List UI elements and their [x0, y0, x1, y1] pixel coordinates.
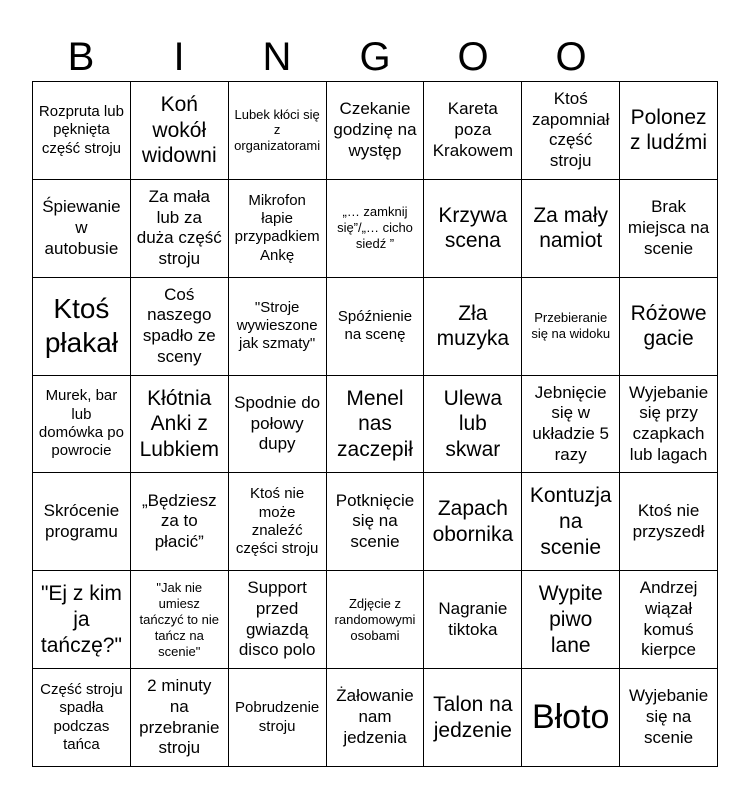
cell-text: Polonez z ludźmi — [630, 105, 708, 155]
cell-text: "Ej z kim ja tańczę?" — [40, 582, 122, 657]
cell-text: Zła muzyka — [436, 301, 510, 351]
bingo-cell[interactable] — [327, 278, 425, 376]
bingo-cell[interactable] — [229, 82, 327, 180]
header-letter-n: N — [262, 35, 292, 79]
bingo-cell[interactable] — [327, 473, 425, 571]
cell-text: Wyjebanie się przy czapkach lub lagach — [628, 382, 709, 464]
bingo-cell[interactable] — [131, 571, 229, 669]
cell-text: Spodnie do połowy dupy — [234, 392, 321, 454]
cell-text: "Stroje wywieszone jak szmaty" — [236, 298, 318, 353]
cell-text: Różowe gacie — [630, 301, 707, 351]
cell-text: 2 minuty na przebranie stroju — [139, 676, 220, 758]
cell-text: Pobrudzenie stroju — [235, 699, 320, 735]
cell-text: Ktoś płakał — [44, 292, 118, 359]
bingo-cell[interactable] — [620, 278, 718, 376]
cell-text: Za mała lub za duża część stroju — [136, 186, 222, 268]
bingo-cell[interactable] — [229, 669, 327, 767]
bingo-cell[interactable] — [620, 571, 718, 669]
bingo-cell[interactable] — [522, 669, 620, 767]
cell-text: Brak miejsca na scenie — [627, 197, 710, 258]
bingo-cell[interactable] — [33, 376, 131, 474]
bingo-cell[interactable] — [327, 180, 425, 278]
cell-text: Rozpruta lub pęknięta część stroju — [38, 102, 124, 157]
cell-text: Zapach obornika — [432, 497, 514, 546]
cell-text: Andrzej wiązał komuś kierpce — [639, 578, 698, 660]
bingo-cell[interactable] — [620, 82, 718, 180]
bingo-cell[interactable] — [131, 669, 229, 767]
bingo-cell[interactable] — [424, 180, 522, 278]
bingo-cell[interactable] — [522, 278, 620, 376]
cell-text: Mikrofon łapie przypadkiem Ankę — [234, 191, 320, 264]
cell-text: Część stroju spadła podczas tańca — [40, 680, 123, 753]
bingo-cell[interactable] — [522, 571, 620, 669]
bingo-cell[interactable] — [424, 376, 522, 474]
bingo-header — [32, 34, 718, 80]
cell-text: Skrócenie programu — [43, 501, 120, 541]
bingo-grid — [32, 81, 718, 767]
bingo-cell[interactable] — [229, 180, 327, 278]
cell-text: Za mały namiot — [533, 203, 609, 253]
cell-text: Wyjebanie się na scenie — [628, 686, 709, 747]
bingo-cell[interactable] — [620, 376, 718, 474]
cell-text: Krzywa scena — [438, 203, 508, 253]
cell-text: Murek, bar lub domówka po powrocie — [38, 387, 124, 460]
cell-text: Kłótnia Anki z Lubkiem — [139, 386, 219, 461]
bingo-cell[interactable] — [424, 669, 522, 767]
cell-text: Nagranie tiktoka — [438, 598, 508, 639]
bingo-cell[interactable] — [229, 571, 327, 669]
bingo-cell[interactable] — [33, 571, 131, 669]
bingo-cell[interactable] — [131, 376, 229, 474]
header-letter-b: B — [67, 35, 95, 79]
bingo-cell[interactable] — [131, 180, 229, 278]
bingo-cell[interactable] — [131, 278, 229, 376]
bingo-cell[interactable] — [327, 669, 425, 767]
bingo-cell[interactable] — [229, 278, 327, 376]
bingo-cell[interactable] — [327, 376, 425, 474]
bingo-cell[interactable] — [33, 669, 131, 767]
cell-text: Potknięcie się na scenie — [335, 490, 415, 552]
bingo-cell[interactable] — [522, 473, 620, 571]
bingo-cell[interactable] — [522, 180, 620, 278]
cell-text: Czekanie godzinę na występ — [333, 99, 417, 160]
cell-text: Kontuzja na scenie — [529, 484, 612, 559]
cell-text: Ktoś nie może znaleźć części stroju — [235, 485, 319, 558]
cell-text: Jebnięcie się w układzie 5 razy — [532, 382, 609, 464]
bingo-cell[interactable] — [424, 82, 522, 180]
cell-text: Ktoś nie przyszedł — [632, 501, 705, 541]
cell-text: "Jak nie umiesz tańczyć to nie tańcz na scenie" — [139, 580, 220, 659]
cell-text: „… zamknij się”/„… cicho siedź ” — [337, 204, 413, 252]
cell-text: „Będziesz za to płacić” — [141, 490, 217, 552]
bingo-cell[interactable] — [33, 278, 131, 376]
header-letter-i: I — [173, 35, 185, 79]
cell-text: Przebieranie się na widoku — [531, 310, 611, 342]
bingo-cell[interactable] — [522, 376, 620, 474]
bingo-cell[interactable] — [229, 376, 327, 474]
cell-text: Ktoś zapomniał część stroju — [531, 88, 610, 171]
cell-text: Kareta poza Krakowem — [432, 99, 513, 160]
bingo-cell[interactable] — [327, 571, 425, 669]
header-letter-g: G — [359, 35, 391, 79]
cell-text: Żałowanie nam jedzenia — [336, 686, 414, 747]
cell-text: Błoto — [531, 697, 610, 736]
cell-text: Lubek kłóci się z organizatorami — [234, 106, 321, 154]
bingo-cell[interactable] — [620, 669, 718, 767]
cell-text: Wypite piwo lane — [538, 582, 603, 657]
bingo-cell[interactable] — [424, 278, 522, 376]
bingo-cell[interactable] — [424, 571, 522, 669]
cell-text: Menel nas zaczepił — [337, 386, 413, 461]
bingo-cell[interactable] — [33, 180, 131, 278]
header-letter-o: O — [457, 35, 489, 79]
bingo-cell[interactable] — [424, 473, 522, 571]
bingo-cell[interactable] — [131, 473, 229, 571]
bingo-cell[interactable] — [327, 82, 425, 180]
bingo-cell[interactable] — [33, 82, 131, 180]
cell-text: Ulewa lub skwar — [443, 386, 503, 461]
cell-text: Śpiewanie w autobusie — [42, 197, 121, 258]
cell-text: Talon na jedzenie — [433, 692, 513, 742]
header-letter-o-2: O — [555, 35, 587, 79]
bingo-cell[interactable] — [620, 180, 718, 278]
bingo-cell[interactable] — [522, 82, 620, 180]
bingo-cell[interactable] — [33, 473, 131, 571]
cell-text: Support przed gwiazdą disco polo — [238, 578, 316, 660]
bingo-cell[interactable] — [229, 473, 327, 571]
bingo-cell[interactable] — [131, 82, 229, 180]
cell-text: Coś naszego spadło ze sceny — [142, 284, 216, 366]
bingo-cell[interactable] — [620, 473, 718, 571]
cell-text: Zdjęcie z randomowymi osobami — [334, 595, 416, 643]
cell-text: Koń wokół widowni — [141, 93, 217, 168]
cell-text: Spóźnienie na scenę — [337, 307, 413, 344]
